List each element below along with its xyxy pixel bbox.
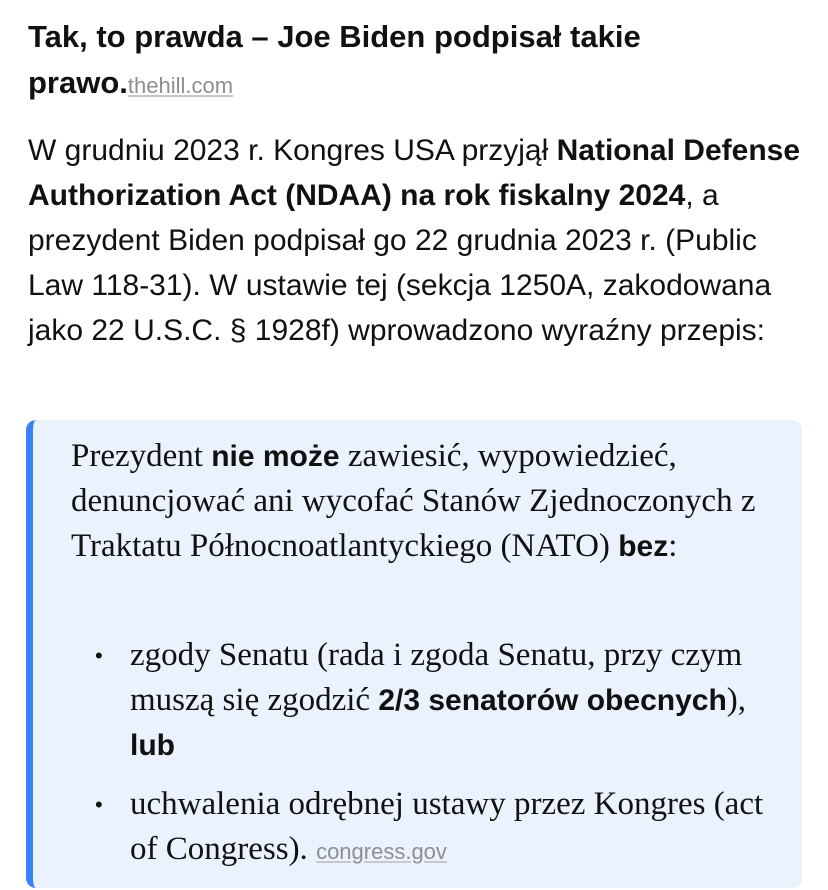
para-bold-ndaa: National Defense Authorization Act (NDAA) na rok fiskalny 2024 — [28, 134, 801, 212]
source-link-thehill[interactable]: thehill.com — [127, 73, 234, 98]
bullet-1-text-2: ), — [726, 682, 747, 718]
source-link-congress[interactable]: congress.gov — [316, 839, 447, 864]
bullet-2-text: uchwalenia odrębnej ustawy przez Kongres (act of Congress). — [130, 786, 764, 867]
para-text-2: , a prezydent Biden podpisał go 22 grudnia 2023 r. (Public Law 118-31). W ustawie tej (sekcja 1250A, zakodowana jako 22 U.S.C. § 1928f) wprowadzono wyraźny przepis: — [28, 179, 772, 347]
quote-text-1: Prezydent — [71, 438, 212, 474]
quote-bold-bez: bez — [618, 530, 669, 563]
list-item — [95, 782, 775, 874]
quote-intro — [71, 434, 799, 569]
bullet-1-bold-lub: lub — [130, 729, 175, 762]
bullet-1-bold-senators: 2/3 senatorów obecnych — [378, 684, 727, 717]
bullet-dot-icon: • — [95, 792, 103, 817]
quote-bold-nie-moze: nie może — [211, 440, 340, 473]
quote-text-2: zawiesić, wypowiedzieć, denuncjować ani wycofać Stanów Zjednoczonych z Traktatu Północnoatlantyckiego (NATO) — [71, 438, 756, 564]
bullet-1-text-1: zgody Senatu (rada i zgoda Senatu, przy czym muszą się zgodzić — [130, 637, 743, 718]
quote-bullet-list — [95, 633, 775, 888]
quote-text-3: : — [668, 528, 678, 564]
law-quote-block — [26, 420, 802, 888]
body-paragraph — [28, 128, 813, 353]
answer-heading — [28, 14, 788, 109]
bullet-dot-icon: • — [95, 643, 103, 668]
list-item — [95, 633, 775, 768]
heading-text: Tak, to prawda – Joe Biden podpisał takie prawo. — [28, 19, 641, 100]
para-text-1: W grudniu 2023 r. Kongres USA przyjął — [28, 134, 557, 167]
